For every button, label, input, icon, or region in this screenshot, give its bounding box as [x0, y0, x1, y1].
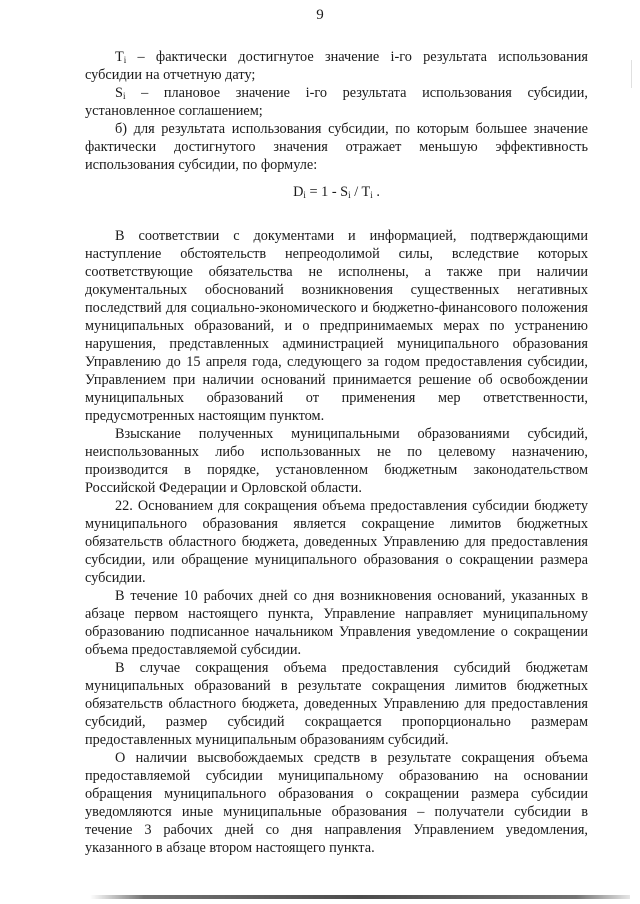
definition-ti: $T_i$ – фактически достигнутое значение i-го результата использования субсидии на отчетную дату; — [85, 49, 588, 83]
definition-si: $S_i$ – плановое значение i-го результата использования субсидии, установленное соглашением; — [85, 85, 588, 119]
paragraph-b: б) для результата использования субсидии, по которым большее значение фактически достигнутого значения отражает меньшую эффективность использования субсидии, по формуле: — [85, 121, 588, 173]
paragraph-22: 22. Основанием для сокращения объема предоставления субсидии бюджету муниципального образования является сокращение лимитов бюджетных обязательств областного бюджета, доведенных Управлению для предоставления субсидии, или обращение муниципального образования о сокращении размера субсидии. — [85, 498, 588, 586]
formula: $D_i = 1 - S_i / T_i$ . — [293, 184, 380, 200]
paragraph-notification: В течение 10 рабочих дней со дня возникновения оснований, указанных в абзаце первом настоящего пункта, Управление направляет муниципальному образованию подписанное начальником Управления уведомление о сокращении объема предоставляемой субсидии. — [85, 588, 588, 658]
scan-edge-shadow — [90, 895, 630, 899]
paragraph-released-funds: О наличии высвобождаемых средств в результате сокращения объема предоставляемой субсидии муниципальному образованию на основании обращения муниципального образования о сокращении размера субсидии уведомляются иные муниципальные образования – получатели субсидии в течение 3 рабочих дней со дня направления Управлением уведомления, указанного в абзаце втором настоящего пункта. — [85, 750, 588, 856]
paragraph-recovery: Взыскание полученных муниципальными образованиями субсидий, неиспользованных либо использованных не по целевому назначению, производится в порядке, установленном бюджетным законодательством Российской Федерации и Орловской области. — [85, 426, 588, 496]
document-body — [85, 48, 588, 857]
paragraph-force-majeure: В соответствии с документами и информацией, подтверждающими наступление обстоятельств непреодолимой силы, вследствие которых соответствующие обязательства не исполнены, а также при наличии документальных обоснований возникновения существенных негативных последствий для социально-экономического и бюджетно-финансового положения муниципальных образований, и о предпринимаемых мерах по устранению нарушения, представленных администрацией муниципального образования Управлению до 15 апреля года, следующего за годом предоставления субсидии, Управлением при наличии оснований принимается решение об освобождении муниципальных образований от применения мер ответственности, предусмотренных настоящим пунктом. — [85, 228, 588, 424]
paragraph-reduction: В случае сокращения объема предоставления субсидий бюджетам муниципальных образований в результате сокращения лимитов бюджетных обязательств областного бюджета, доведенных Управлению для предоставления субсидий, размер субсидий сокращается пропорционально размерам предоставленных муниципальным образованиям субсидий. — [85, 660, 588, 748]
page-number: 9 — [316, 7, 324, 23]
scan-edge-mark — [631, 60, 632, 88]
